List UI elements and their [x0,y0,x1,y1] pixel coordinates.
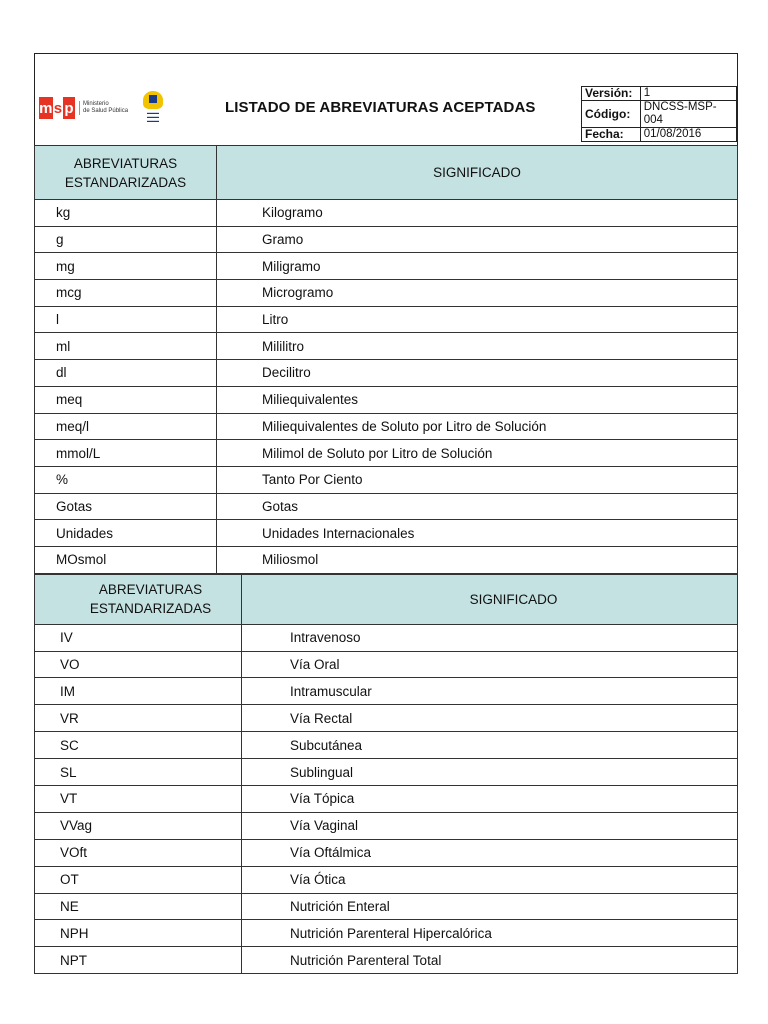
meta-key: Fecha: [582,128,641,142]
table-row [35,546,738,573]
meaning-cell: Gotas [217,493,738,520]
abbreviation-cell: mcg [35,280,217,307]
meaning-cell: Nutrición Parenteral Total [242,947,738,974]
table-row [35,947,738,974]
abbreviations-table-units [34,145,738,574]
abbreviation-cell: NPH [35,920,242,947]
table-row [35,493,738,520]
document-title: LISTADO DE ABREVIATURAS ACEPTADAS [225,99,536,116]
abbreviation-cell: ml [35,333,217,360]
seal-icon: ▬▬▬ ▬▬▬ ▬▬▬ [141,91,165,127]
logo-text-line2: de Salud Pública [83,108,129,114]
abbreviation-cell: meq [35,386,217,413]
meta-key: Versión: [582,87,641,101]
abbreviation-cell: MOsmol [35,546,217,573]
table-row [35,920,738,947]
table-row [35,732,738,759]
table-row [35,306,738,333]
meaning-cell: Gramo [217,226,738,253]
meaning-cell: Unidades Internacionales [217,520,738,547]
abbreviation-cell: VR [35,705,242,732]
meaning-cell: Miligramo [217,253,738,280]
header-abbreviations: ABREVIATURAS ESTANDARIZADAS [35,146,217,200]
meaning-cell: Nutrición Parenteral Hipercalórica [242,920,738,947]
table-row [35,386,738,413]
meta-value: 01/08/2016 [640,128,736,142]
table-row [35,651,738,678]
table-row [35,466,738,493]
table-header-row [35,574,738,624]
logo-text-line1: Ministerio [83,101,109,107]
meaning-cell: Miliequivalentes [217,386,738,413]
meaning-cell: Nutrición Enteral [242,893,738,920]
abbreviation-cell: meq/l [35,413,217,440]
meaning-cell: Mililitro [217,333,738,360]
table-row [35,839,738,866]
document-meta-table [581,86,737,142]
meaning-cell: Sublingual [242,759,738,786]
table-row [35,624,738,651]
table-row [35,280,738,307]
abbreviation-cell: VVag [35,812,242,839]
table-row [35,360,738,387]
meaning-cell: Microgramo [217,280,738,307]
msp-logo-mark [39,96,75,120]
abbreviation-cell: NE [35,893,242,920]
header-abbreviations: ABREVIATURAS ESTANDARIZADAS [35,574,242,624]
meaning-cell: Milimol de Soluto por Litro de Solución [217,440,738,467]
abbreviation-cell: OT [35,866,242,893]
table-row [35,893,738,920]
logo-letter-m: m [39,97,53,119]
meaning-cell: Intravenoso [242,624,738,651]
abbreviation-cell: % [35,466,217,493]
abbreviation-cell: g [35,226,217,253]
abbreviation-cell: IV [35,624,242,651]
table-row [35,520,738,547]
table-row [35,785,738,812]
meaning-cell: Tanto Por Ciento [217,466,738,493]
meaning-cell: Vía Oftálmica [242,839,738,866]
logo-letter-s: s [53,99,63,117]
meta-key: Código: [582,101,641,128]
meaning-cell: Vía Oral [242,651,738,678]
abbreviation-cell: mg [35,253,217,280]
abbreviation-cell: VO [35,651,242,678]
abbreviation-cell: SL [35,759,242,786]
meta-row [582,101,737,128]
abbreviation-cell: dl [35,360,217,387]
abbreviation-cell: mmol/L [35,440,217,467]
meaning-cell: Miliosmol [217,546,738,573]
abbreviations-table-routes [34,574,738,975]
meaning-cell: Vía Vaginal [242,812,738,839]
table-row [35,200,738,227]
logo-letter-p: p [63,97,75,119]
abbreviation-cell: VOft [35,839,242,866]
meta-row [582,87,737,101]
abbreviation-cell: Gotas [35,493,217,520]
abbreviation-cell: NPT [35,947,242,974]
meaning-cell: Subcutánea [242,732,738,759]
meaning-cell: Decilitro [217,360,738,387]
meaning-cell: Miliequivalentes de Soluto por Litro de Solución [217,413,738,440]
abbreviation-cell: VT [35,785,242,812]
table-row [35,333,738,360]
header-meaning: SIGNIFICADO [242,574,738,624]
abbreviation-cell: IM [35,678,242,705]
meaning-cell: Vía Rectal [242,705,738,732]
document-header [34,53,738,145]
meaning-cell: Vía Ótica [242,866,738,893]
table-row [35,812,738,839]
meaning-cell: Intramuscular [242,678,738,705]
header-meaning: SIGNIFICADO [217,146,738,200]
table-row [35,440,738,467]
meta-value: 1 [640,87,736,101]
table-header-row [35,146,738,200]
msp-logo-text [79,101,128,115]
meaning-cell: Kilogramo [217,200,738,227]
table-row [35,226,738,253]
document-frame [34,53,738,974]
table-row [35,705,738,732]
meta-value: DNCSS-MSP-004 [640,101,736,128]
msp-logo [39,96,128,120]
abbreviation-cell: Unidades [35,520,217,547]
abbreviation-cell: l [35,306,217,333]
table-row [35,678,738,705]
abbreviation-cell: SC [35,732,242,759]
meaning-cell: Vía Tópica [242,785,738,812]
meaning-cell: Litro [217,306,738,333]
abbreviation-cell: kg [35,200,217,227]
table-row [35,759,738,786]
table-row [35,866,738,893]
table-row [35,253,738,280]
meta-row [582,128,737,142]
table-row [35,413,738,440]
